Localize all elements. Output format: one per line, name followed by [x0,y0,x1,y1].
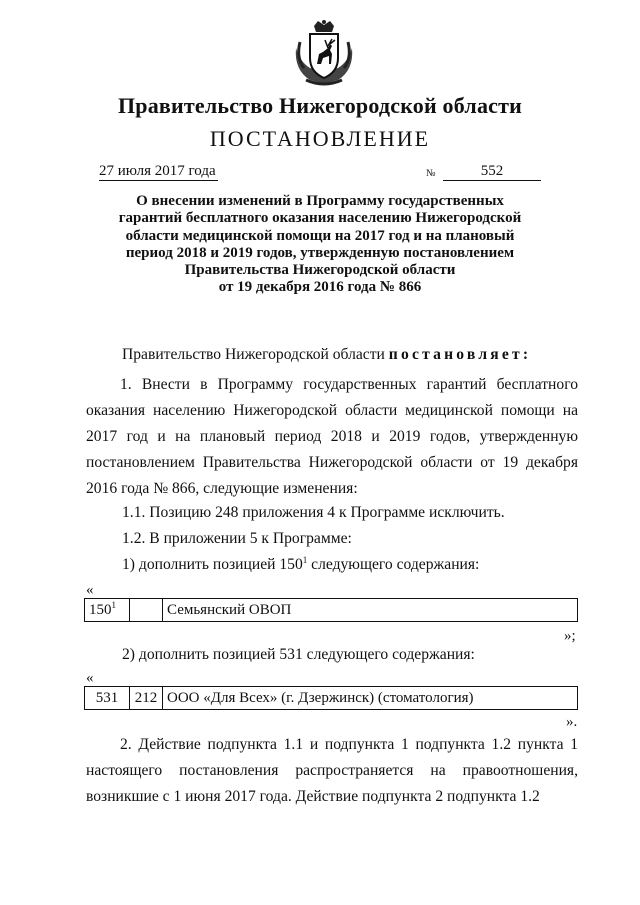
subitem-1-sup: 1 [302,555,308,565]
title-line: О внесении изменений в Программу государственных [136,193,504,209]
intro-prefix: Правительство Нижегородской области [122,346,385,363]
title-line: период 2018 и 2019 годов, утвержденную постановлением [125,244,515,261]
item-1-1: 1.1. Позицию 248 приложения 4 к Программе исключить. [122,504,505,521]
cell-number-sup: 1 [111,599,116,610]
item-2: 2. Действие подпункта 1.1 и подпункта 1 подпункта 1.2 пункта 1 настоящего постановления распространяется на правоотношения, возникшие с 1 июня 2017 года. Действие подпункта 2 подпункта 1.2 [86,736,578,805]
table-row [85,599,578,622]
intro-action: постановляет: [388,346,532,363]
close-quote: ». [566,714,578,730]
table-row [85,687,578,710]
table-cell-name: ООО «Для Всех» (г. Дзержинск) (стоматология) [163,687,578,710]
open-quote: « [86,582,94,598]
document-date: 27 июля 2017 года [99,163,216,179]
title-line: гарантий бесплатного оказания населению Нижегородской [118,210,522,227]
title-line: Правительства Нижегородской области [184,262,456,279]
insert-table-1 [84,598,578,622]
item-1-2: 1.2. В приложении 5 к Программе: [122,530,352,547]
coat-of-arms-icon [290,18,358,88]
table-cell-number: 531 [85,687,130,710]
table-cell-code: 212 [130,687,163,710]
intro-paragraph [122,346,582,364]
document-number: 552 [443,163,541,181]
subitem-1-prefix: 1) дополнить позицией 150 [122,556,303,573]
close-quote: »; [564,628,576,644]
document-title [60,193,580,297]
subitem-2: 2) дополнить позицией 531 следующего содержания: [122,646,475,663]
document-type: ПОСТАНОВЛЕНИЕ [209,126,431,151]
insert-table-2 [84,686,578,710]
cell-number-text: 150 [89,601,112,618]
organization-name: Правительство Нижегородской области [117,93,522,118]
title-line: области медицинской помощи на 2017 год и на плановый [125,227,515,244]
subitem-1 [122,556,582,574]
item-1: 1. Внести в Программу государственных гарантий бесплатного оказания населению Нижегородской области медицинской помощи на 2017 год и на плановый период 2018 и 2019 годов, утвержденную постановлением Правительства Нижегородской области от 19 декабря 2016 года № 866, следующие изменения: [86,376,578,497]
table-cell-name: Семьянский ОВОП [163,599,578,622]
subitem-1-suffix: следующего содержания: [307,556,480,573]
number-label: № [426,168,436,179]
title-line: от 19 декабря 2016 года № 866 [218,279,422,296]
table-cell-number [85,599,130,622]
open-quote: « [86,670,94,686]
table-cell-code [130,599,163,622]
